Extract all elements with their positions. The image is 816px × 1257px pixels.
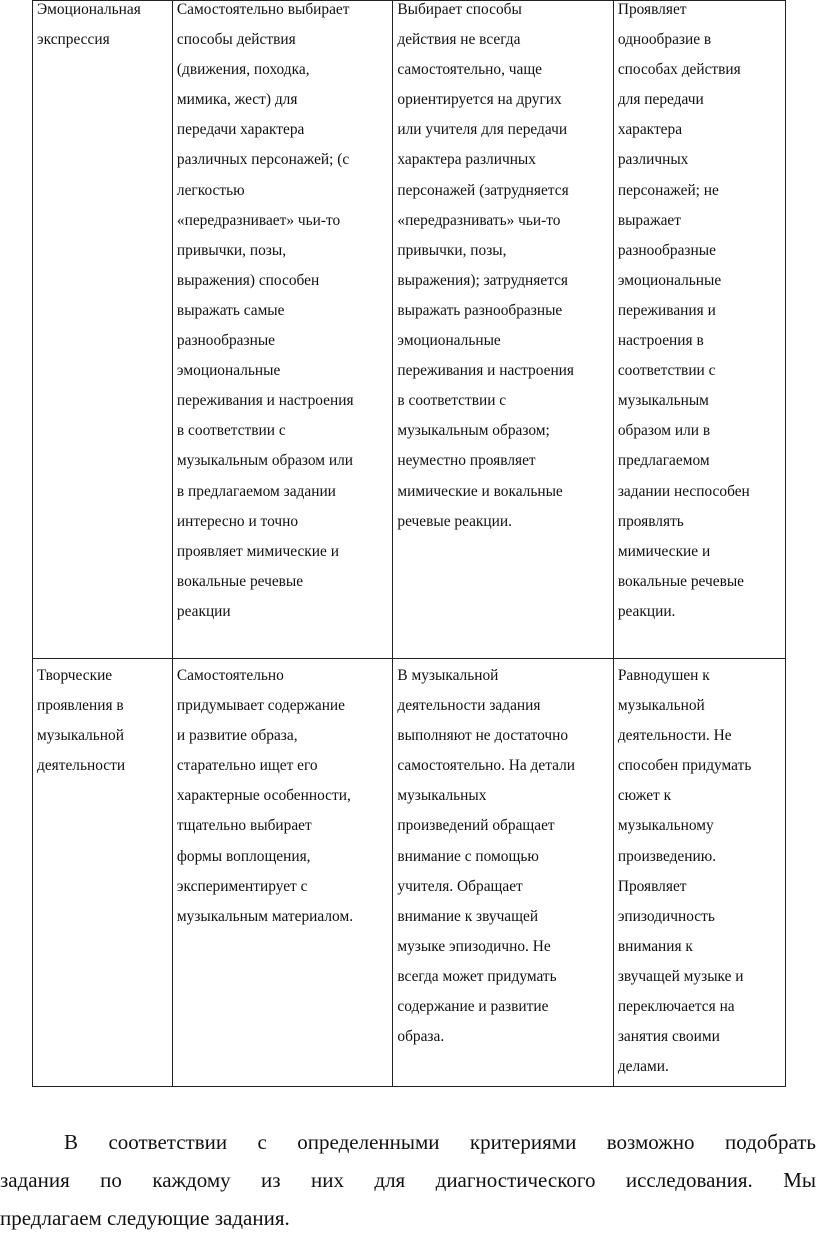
criteria-table [32,0,786,1087]
criterion-cell [33,1,173,659]
table-row [33,1,786,659]
high-level-cell [172,1,392,659]
paragraph-line: задания по каждому из них для диагностического исследования. Мы [0,1168,816,1192]
high-level-text: Самостоятельно придумывает содержание и развитие образа, старательно ищет его характерные особенности, тщательно выбирает формы воплощения, экспериментирует с музыкальным материалом. [176,667,354,925]
criterion-text: Творческие проявления в музыкальной деятельности [37,667,126,775]
high-level-cell [172,659,392,1087]
paragraph-line: предлагаем следующие задания. [0,1206,290,1230]
paragraph-line: В соответствии с определенными критериями возможно подобрать [64,1130,816,1154]
medium-level-cell [393,1,613,659]
medium-level-text: В музыкальной деятельности задания выполняют не достаточно самостоятельно. На детали музыкальных произведений обращает внимание с помощью учителя. Обращает внимание к звучащей музыке эпизодично. Не всегда может придумать содержание и развитие образа. [397,667,576,1046]
body-paragraph [0,1123,816,1237]
low-level-text: Равнодушен к музыкальной деятельности. Не способен придумать сюжет к музыкальному произведению. Проявляет эпизодичность внимания к звучащей музыке и переключается на занятия своими делами. [617,667,752,1076]
medium-level-cell [393,659,613,1087]
low-level-cell [613,659,785,1087]
medium-level-text: Выбирает способы действия не всегда самостоятельно, чаще ориентируется на других или учителя для передачи характера различных персонажей (затрудняется «передразнивать» чьи-то привычки, позы, выражения); затрудняется выражать разнообразные эмоциональные переживания и настроения в соответствии с музыкальным образом; неуместно проявляет мимические и вокальные речевые реакции. [397,1,574,530]
low-level-text: Проявляет однообразие в способах действия для передачи характера различных персонажей; не выражает разнообразные эмоциональные переживания и настроения в соответствии с музыкальным образом или в предлагаемом задании неспособен проявлять мимические и вокальные речевые реакции. [617,1,750,620]
table-row [33,659,786,1087]
high-level-text: Самостоятельно выбирает способы действия (движения, походка, мимика, жест) для передачи характера различных персонажей; (с легкостью «передразнивает» чьи-то привычки, позы, выражения) способен выражать самые разнообразные эмоциональные переживания и настроения в соответствии с музыкальным образом или в предлагаемом задании интересно и точно проявляет мимические и вокальные речевые реакции [176,1,354,620]
low-level-cell [613,1,785,659]
criterion-text: Эмоциональная экспрессия [37,1,141,49]
criterion-cell [33,659,173,1087]
